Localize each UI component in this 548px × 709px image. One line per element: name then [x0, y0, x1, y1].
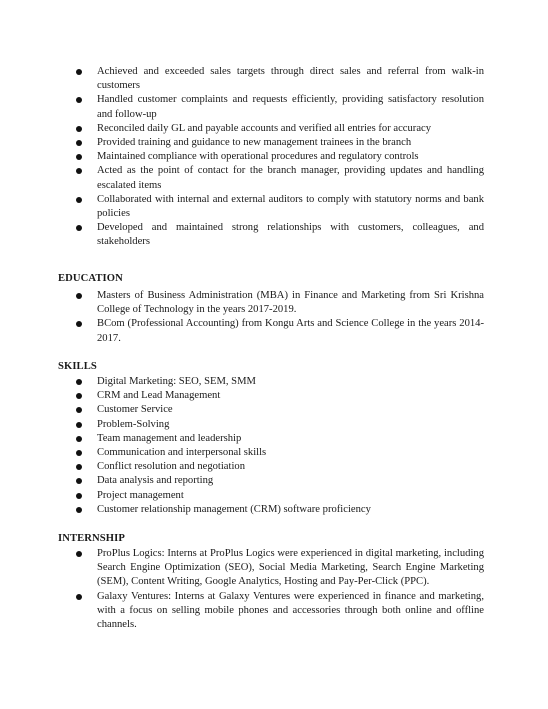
list-item: Team management and leadership [72, 432, 484, 446]
list-item: Galaxy Ventures: Interns at Galaxy Ventures were experienced in finance and marketing, with a focus on selling mobile phones and accessories through both online and offline channels. [72, 590, 484, 633]
list-item: Collaborated with internal and external auditors to comply with statutory norms and bank policies [72, 193, 484, 221]
list-item: Data analysis and reporting [72, 474, 484, 488]
list-item: Acted as the point of contact for the branch manager, providing updates and handling escalated items [72, 164, 484, 192]
list-item: Reconciled daily GL and payable accounts and verified all entries for accuracy [72, 122, 484, 136]
experience-list [72, 65, 484, 250]
list-item: Achieved and exceeded sales targets through direct sales and referral from walk-in customers [72, 65, 484, 93]
education-heading: EDUCATION [58, 273, 123, 284]
list-item: Customer Service [72, 403, 484, 417]
list-item: Maintained compliance with operational procedures and regulatory controls [72, 150, 484, 164]
internship-heading: INTERNSHIP [58, 533, 125, 544]
list-item: Conflict resolution and negotiation [72, 460, 484, 474]
internship-list [72, 547, 484, 632]
skills-heading: SKILLS [58, 361, 97, 372]
list-item: Developed and maintained strong relationships with customers, colleagues, and stakeholders [72, 221, 484, 249]
list-item: Communication and interpersonal skills [72, 446, 484, 460]
list-item: Problem-Solving [72, 418, 484, 432]
list-item: Handled customer complaints and requests efficiently, providing satisfactory resolution and follow-up [72, 93, 484, 121]
list-item: Project management [72, 489, 484, 503]
education-list [72, 289, 484, 346]
list-item: Customer relationship management (CRM) software proficiency [72, 503, 484, 517]
list-item: ProPlus Logics: Interns at ProPlus Logics were experienced in digital marketing, including Search Engine Optimization (SEO), Social Media Marketing, Search Engine Marketing (SEM), Content Writing, Google Analytics, Hosting and Pay-Per-Click (PPC). [72, 547, 484, 590]
list-item: BCom (Professional Accounting) from Kongu Arts and Science College in the years 2014-2017. [72, 317, 484, 345]
list-item: Masters of Business Administration (MBA) in Finance and Marketing from Sri Krishna College of Technology in the years 2017-2019. [72, 289, 484, 317]
skills-list [72, 375, 484, 517]
list-item: CRM and Lead Management [72, 389, 484, 403]
list-item: Digital Marketing: SEO, SEM, SMM [72, 375, 484, 389]
list-item: Provided training and guidance to new management trainees in the branch [72, 136, 484, 150]
